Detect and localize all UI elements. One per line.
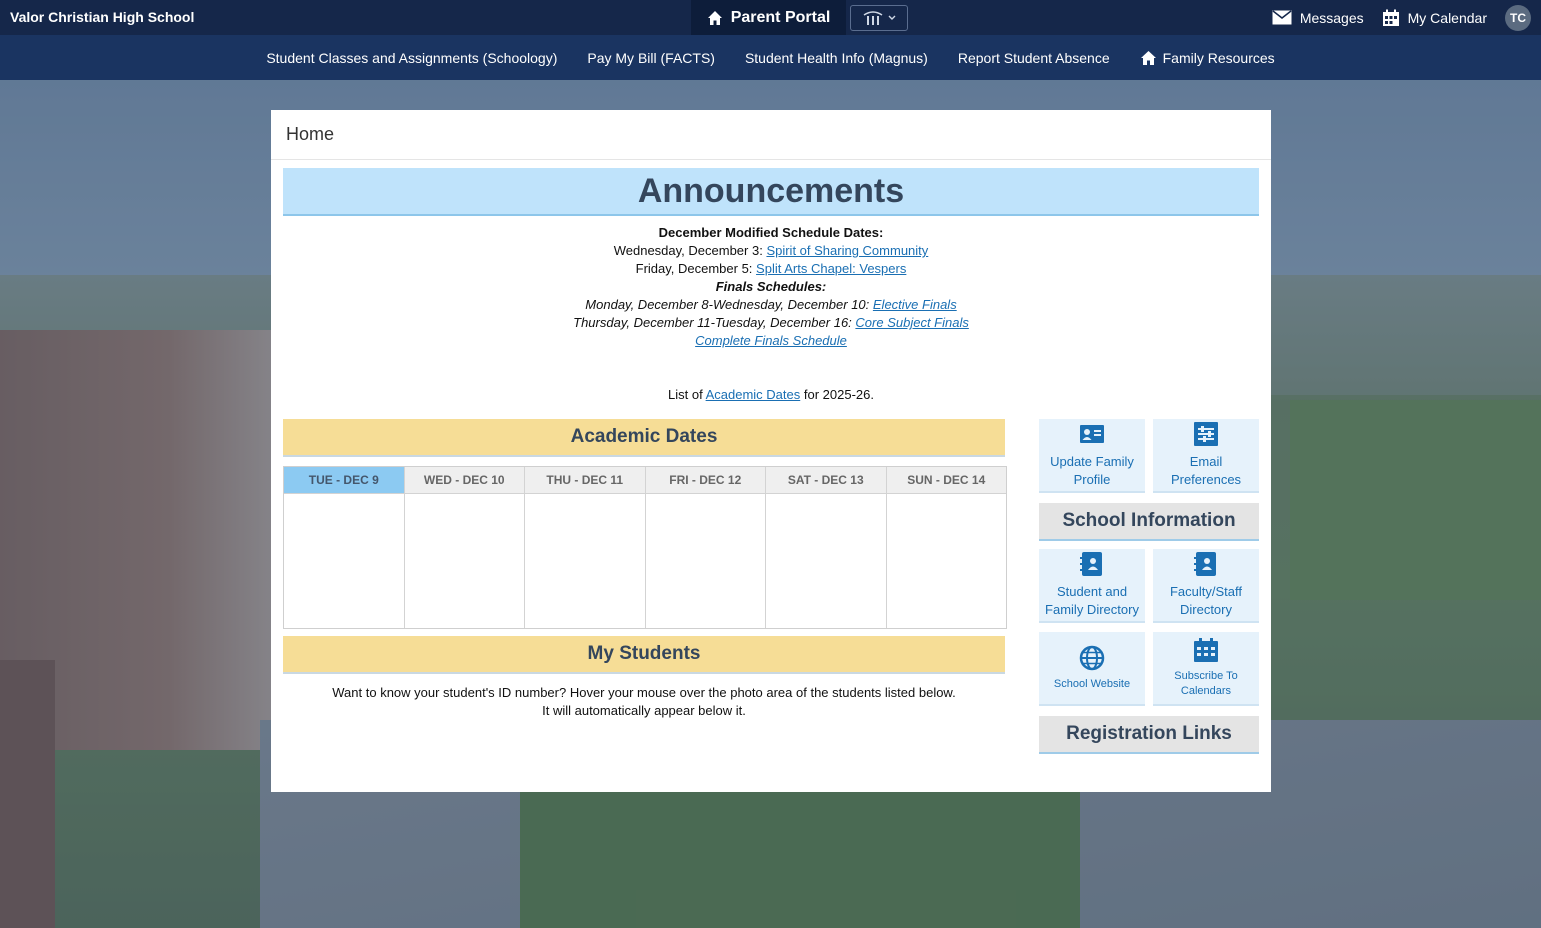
nav-item-pay-bill[interactable] (587, 50, 715, 66)
nav-item-label: Report Student Absence (957, 49, 1110, 66)
tile-label: Subscribe To Calendars (1174, 670, 1238, 697)
day-header: WED - DEC 10 (405, 467, 525, 494)
sliders-icon (1193, 421, 1219, 447)
address-book-icon (1079, 551, 1105, 577)
line-prefix: Thursday, December 11-Tuesday, December 16: (573, 315, 856, 330)
help-line: Want to know your student's ID number? Hover your mouse over the photo area of the students listed below. (332, 685, 956, 700)
my-students-help (283, 684, 1005, 720)
nav-item-label: Pay My Bill (FACTS) (587, 49, 715, 66)
registration-links-heading[interactable]: Registration Links (1039, 716, 1259, 754)
top-bar (0, 0, 1541, 35)
my-students-heading: My Students (283, 636, 1005, 674)
user-avatar[interactable]: TC (1505, 5, 1531, 31)
help-line: It will automatically appear below it. (542, 703, 746, 718)
messages-link[interactable] (1272, 10, 1364, 26)
id-card-icon (1079, 421, 1105, 447)
day-header: TUE - DEC 9 (284, 467, 404, 494)
nav-item-family-resources[interactable] (1140, 50, 1275, 66)
nav-item-label: Family Resources (1162, 49, 1275, 66)
calendar-day[interactable] (766, 467, 887, 628)
nav-item-health-info[interactable] (745, 50, 928, 66)
school-name[interactable]: Valor Christian High School (10, 9, 195, 25)
line-prefix: Monday, December 8-Wednesday, December 10: (585, 297, 873, 312)
announcements-heading: Announcements (283, 168, 1259, 216)
tile-label: Update Family Profile (1050, 454, 1134, 487)
subscribe-calendars-tile[interactable] (1153, 632, 1259, 706)
school-information-heading[interactable]: School Information (1039, 503, 1259, 541)
parent-portal-button[interactable] (691, 0, 846, 35)
student-family-directory-tile[interactable] (1039, 549, 1145, 623)
faculty-staff-directory-tile[interactable] (1153, 549, 1259, 623)
nav-item-schoology[interactable] (266, 50, 557, 66)
divider (271, 159, 1271, 160)
home-icon (1140, 50, 1157, 66)
calendar-day[interactable] (525, 467, 646, 628)
tile-label: Student and Family Directory (1045, 584, 1139, 617)
pillar-logo-icon (862, 10, 884, 26)
breadcrumb: Home (286, 124, 335, 144)
list-prefix: List of (668, 387, 706, 402)
line-prefix: Wednesday, December 3: (613, 243, 767, 258)
academic-dates-calendar (283, 466, 1007, 629)
tile-label: School Website (1053, 677, 1131, 690)
chevron-down-icon (888, 15, 896, 21)
parent-portal-label: Parent Portal (730, 8, 831, 26)
finals-heading: Finals Schedules: (715, 279, 827, 294)
day-header: SUN - DEC 14 (887, 467, 1007, 494)
day-header: THU - DEC 11 (525, 467, 645, 494)
calendar-icon (1382, 9, 1400, 27)
tile-label: Faculty/Staff Directory (1169, 584, 1242, 617)
calendar-day[interactable] (405, 467, 526, 628)
calendar-icon (1193, 637, 1219, 663)
line-prefix: Friday, December 5: (635, 261, 757, 276)
elective-finals-link[interactable]: Elective Finals (872, 297, 957, 312)
day-header: FRI - DEC 12 (646, 467, 766, 494)
announcements-body (283, 224, 1259, 404)
nav-item-report-absence[interactable] (958, 50, 1110, 66)
main-nav (0, 35, 1541, 80)
list-suffix: for 2025-26. (800, 387, 874, 402)
calendar-day[interactable] (887, 467, 1007, 628)
update-family-profile-tile[interactable] (1039, 419, 1145, 493)
email-preferences-tile[interactable] (1153, 419, 1259, 493)
academic-dates-heading: Academic Dates (283, 419, 1005, 457)
calendar-day[interactable] (646, 467, 767, 628)
nav-item-label: Student Health Info (Magnus) (744, 49, 928, 66)
core-finals-link[interactable]: Core Subject Finals (855, 315, 969, 330)
envelope-icon (1272, 10, 1292, 25)
my-calendar-link[interactable] (1382, 9, 1487, 27)
main-panel (271, 110, 1271, 792)
globe-icon (1079, 645, 1105, 671)
messages-label: Messages (1299, 9, 1364, 26)
complete-finals-link[interactable]: Complete Finals Schedule (695, 333, 847, 348)
schedule-heading: December Modified Schedule Dates: (658, 225, 884, 240)
calendar-day[interactable] (284, 467, 405, 628)
portal-switcher[interactable] (850, 5, 908, 31)
academic-dates-link[interactable]: Academic Dates (705, 387, 801, 402)
address-book-icon (1193, 551, 1219, 577)
nav-item-label: Student Classes and Assignments (Schoology) (266, 49, 558, 66)
spirit-of-sharing-link[interactable]: Spirit of Sharing Community (766, 243, 929, 258)
tile-label: Email Preferences (1170, 454, 1242, 487)
school-website-tile[interactable] (1039, 632, 1145, 706)
day-header: SAT - DEC 13 (766, 467, 886, 494)
my-calendar-label: My Calendar (1407, 9, 1487, 26)
home-icon (707, 10, 723, 26)
arts-chapel-link[interactable]: Split Arts Chapel: Vespers (756, 261, 907, 276)
